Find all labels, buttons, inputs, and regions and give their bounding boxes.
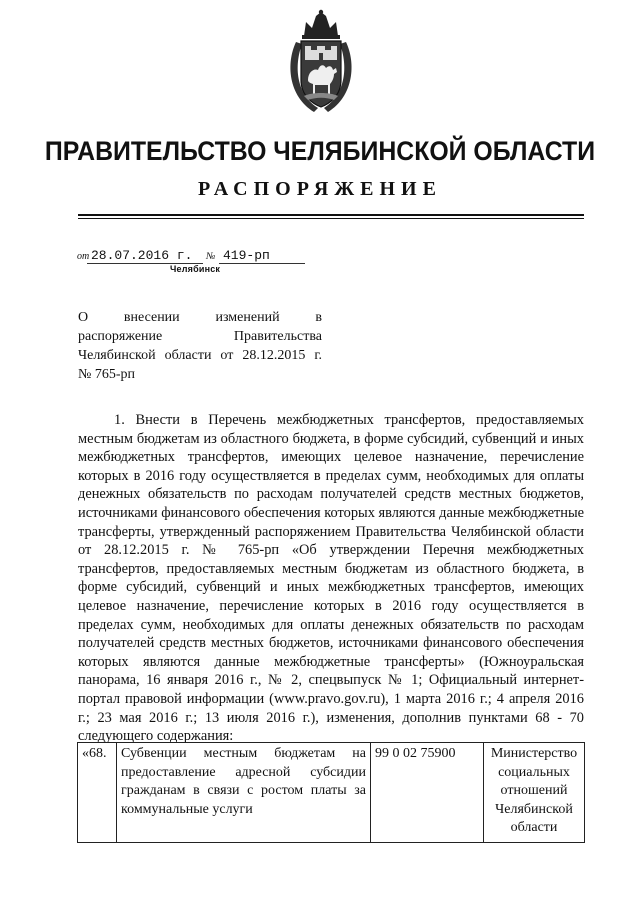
document-kind: РАСПОРЯЖЕНИЕ <box>198 178 442 200</box>
document-date: 28.07.2016 г. <box>87 248 203 264</box>
date-prefix: от <box>77 251 90 262</box>
header-rule-thick <box>78 214 584 216</box>
document-number: 419-рп <box>219 248 305 264</box>
subject-line: О внесении изменений в <box>78 310 322 325</box>
subject-line: Челябинской области от 28.12.2015 г. <box>78 348 322 363</box>
administrator: Министерство социальных отношений Челябинской области <box>484 743 585 843</box>
document-subject <box>78 308 322 384</box>
issue-city: Челябинск <box>170 264 221 274</box>
budget-code: 99 0 02 75900 <box>371 743 484 843</box>
government-title: ПРАВИТЕЛЬСТВО ЧЕЛЯБИНСКОЙ ОБЛАСТИ <box>44 136 596 166</box>
body-paragraph: 1. Внести в Перечень межбюджетных трансфертов, предоставляемых местным бюджетам из областного бюджета, в форме субсидий, субвенций и иных межбюджетных трансфертов, имеющих целевое назначение, перечисление которых в 2016 году осуществляется в пределах сумм, необходимых для оплаты денежных обязательств по расходам получателей средств местных бюджетов, источниками финансового обеспечения которых являются данные межбюджетные трансферты, утвержденный распоряжением Правительства Челябинской области от 28.12.2015 г. № 765-рп «Об утверждении Перечня межбюджетных трансфертов, предоставляемых местным бюджетам из областного бюджета, в форме субсидий, субвенций и иных межбюджетных трансфертов, имеющих целевое назначение, перечисление которых в 2016 году осуществляется в пределах сумм, необходимых для оплаты денежных обязательств по расходам получателей средств местных бюджетов, источниками финансового обеспечения которых являются данные межбюджетные трансферты» (Южноуральская панорама, 16 января 2016 г., № 2, спецвыпуск № 1; Официальный интернет-портал правовой информации (www.pravo.gov.ru), 1 марта 2016 г.; 4 апреля 2016 г.; 23 мая 2016 г.; 13 июля 2016 г.), изменения, дополнив пунктами 68 - 70 следующего содержания: <box>78 412 585 745</box>
subject-line: № 765-рп <box>78 367 136 382</box>
table-row <box>78 743 585 843</box>
number-prefix: № <box>206 251 216 262</box>
transfers-table <box>77 742 585 843</box>
transfer-name: Субвенции местным бюджетам на предоставление адресной субсидии гражданам в связи с ростом платы за коммунальные услуги <box>117 743 371 843</box>
row-number: «68. <box>78 743 117 843</box>
subject-line: распоряжение Правительства <box>78 329 322 344</box>
chelyabinsk-coat-of-arms-icon <box>284 8 358 116</box>
header-rule-thin <box>78 218 584 219</box>
